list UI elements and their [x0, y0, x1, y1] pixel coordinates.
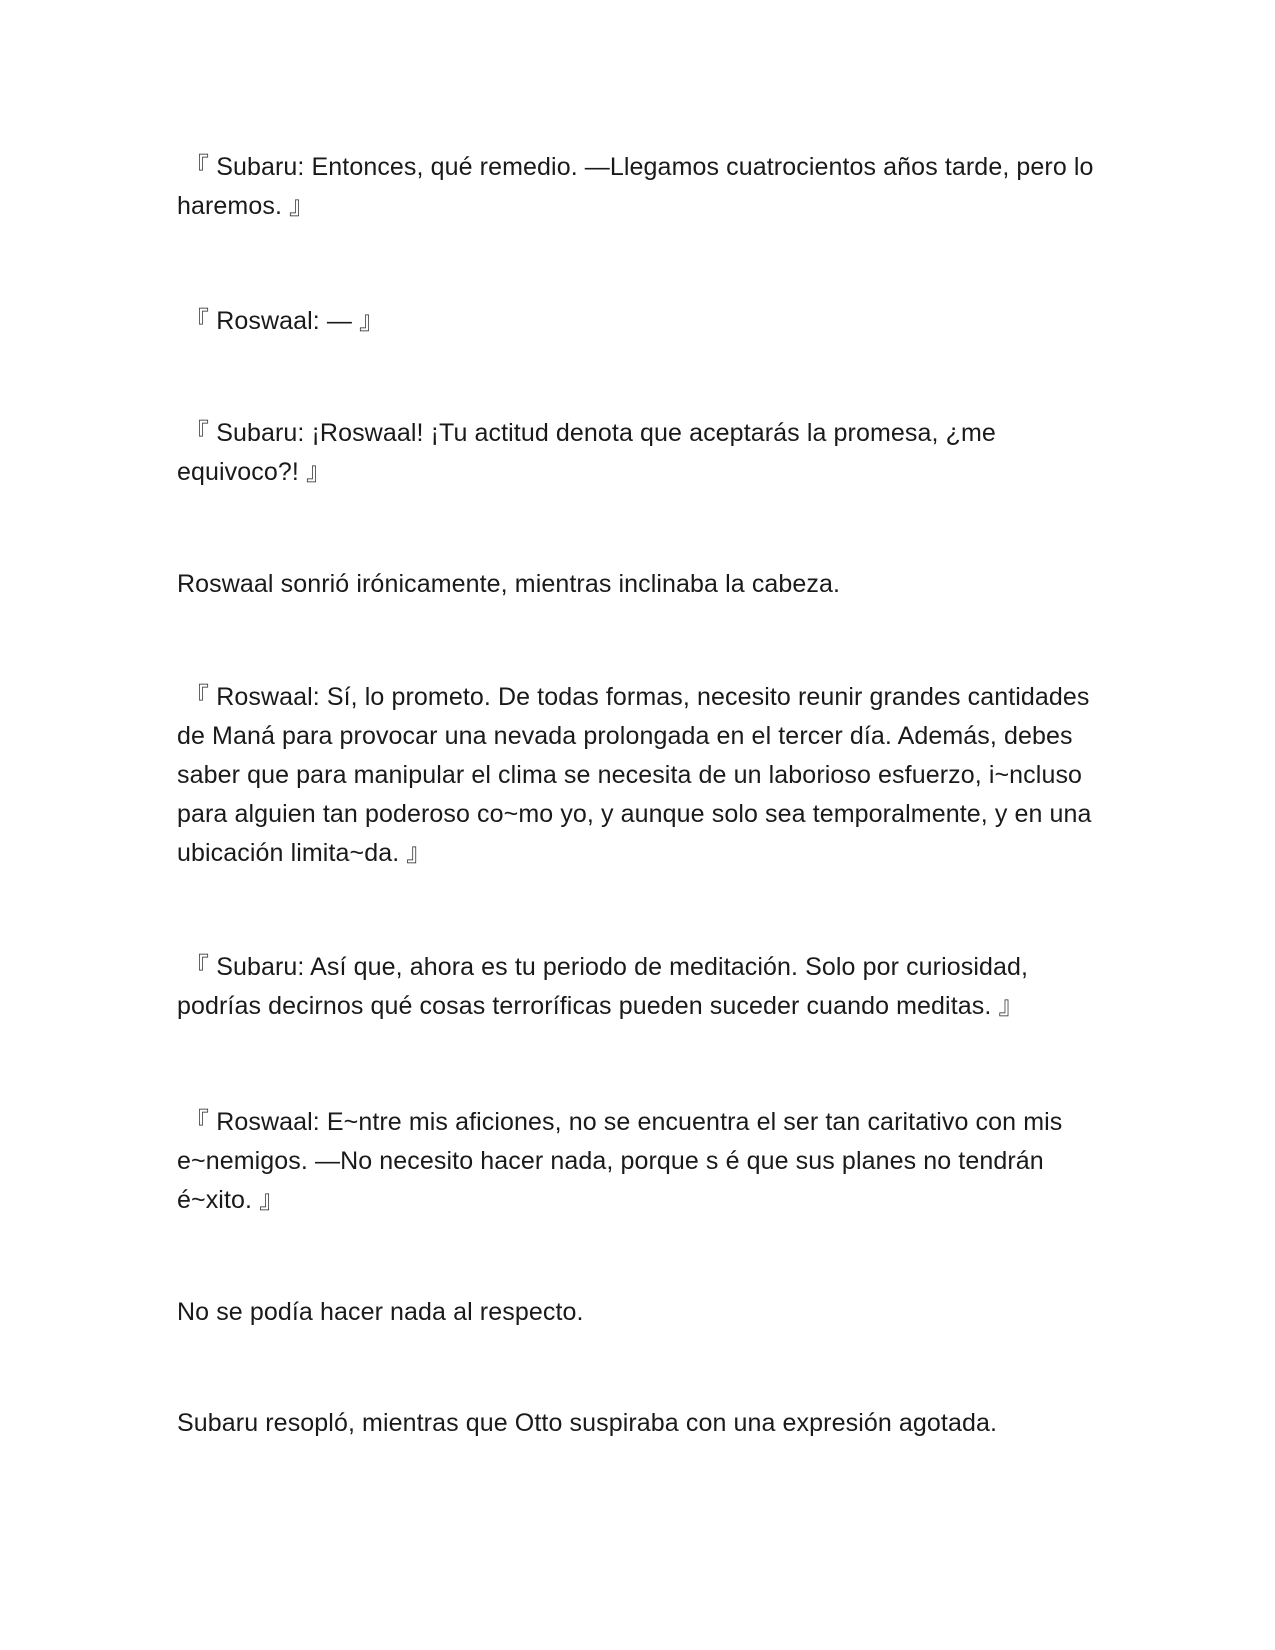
paragraph-narration-otto: Subaru resopló, mientras que Otto suspiraba con una expresión agotada.: [177, 1409, 998, 1437]
paragraph-subaru-meditacion: 『 Subaru: Así que, ahora es tu periodo de meditación. Solo por curiosidad, podrías decirnos qué cosas terroríficas pueden suceder cuando meditas. 』: [177, 953, 1029, 1020]
paragraph-subaru-promesa: 『 Subaru: ¡Roswaal! ¡Tu actitud denota que aceptarás la promesa, ¿me equivoco?! 』: [177, 419, 996, 486]
paragraph-roswaal-silence: 『 Roswaal: — 』: [177, 307, 385, 335]
paragraph-narration-nada: No se podía hacer nada al respecto.: [177, 1298, 584, 1326]
paragraph-subaru-remedio: 『 Subaru: Entonces, qué remedio. —Llegamos cuatrocientos años tarde, pero lo haremos. 』: [177, 153, 1094, 220]
paragraph-roswaal-aficiones: 『 Roswaal: E~ntre mis aficiones, no se encuentra el ser tan caritativo con mis e~nemigos. —No necesito hacer nada, porque s é que sus planes no tendrán é~xito. 』: [177, 1108, 1063, 1214]
paragraph-roswaal-prometo: 『 Roswaal: Sí, lo prometo. De todas formas, necesito reunir grandes cantidades de Maná para provocar una nevada prolongada en el tercer día. Además, debes saber que para manipular el clima se necesita de un laborioso esfuerzo, i~ncluso para alguien tan poderoso co~mo yo, y aunque solo sea temporalmente, y en una ubicación limita~da. 』: [177, 683, 1092, 867]
paragraph-roswaal-sonrio: Roswaal sonrió irónicamente, mientras inclinaba la cabeza.: [177, 570, 841, 598]
